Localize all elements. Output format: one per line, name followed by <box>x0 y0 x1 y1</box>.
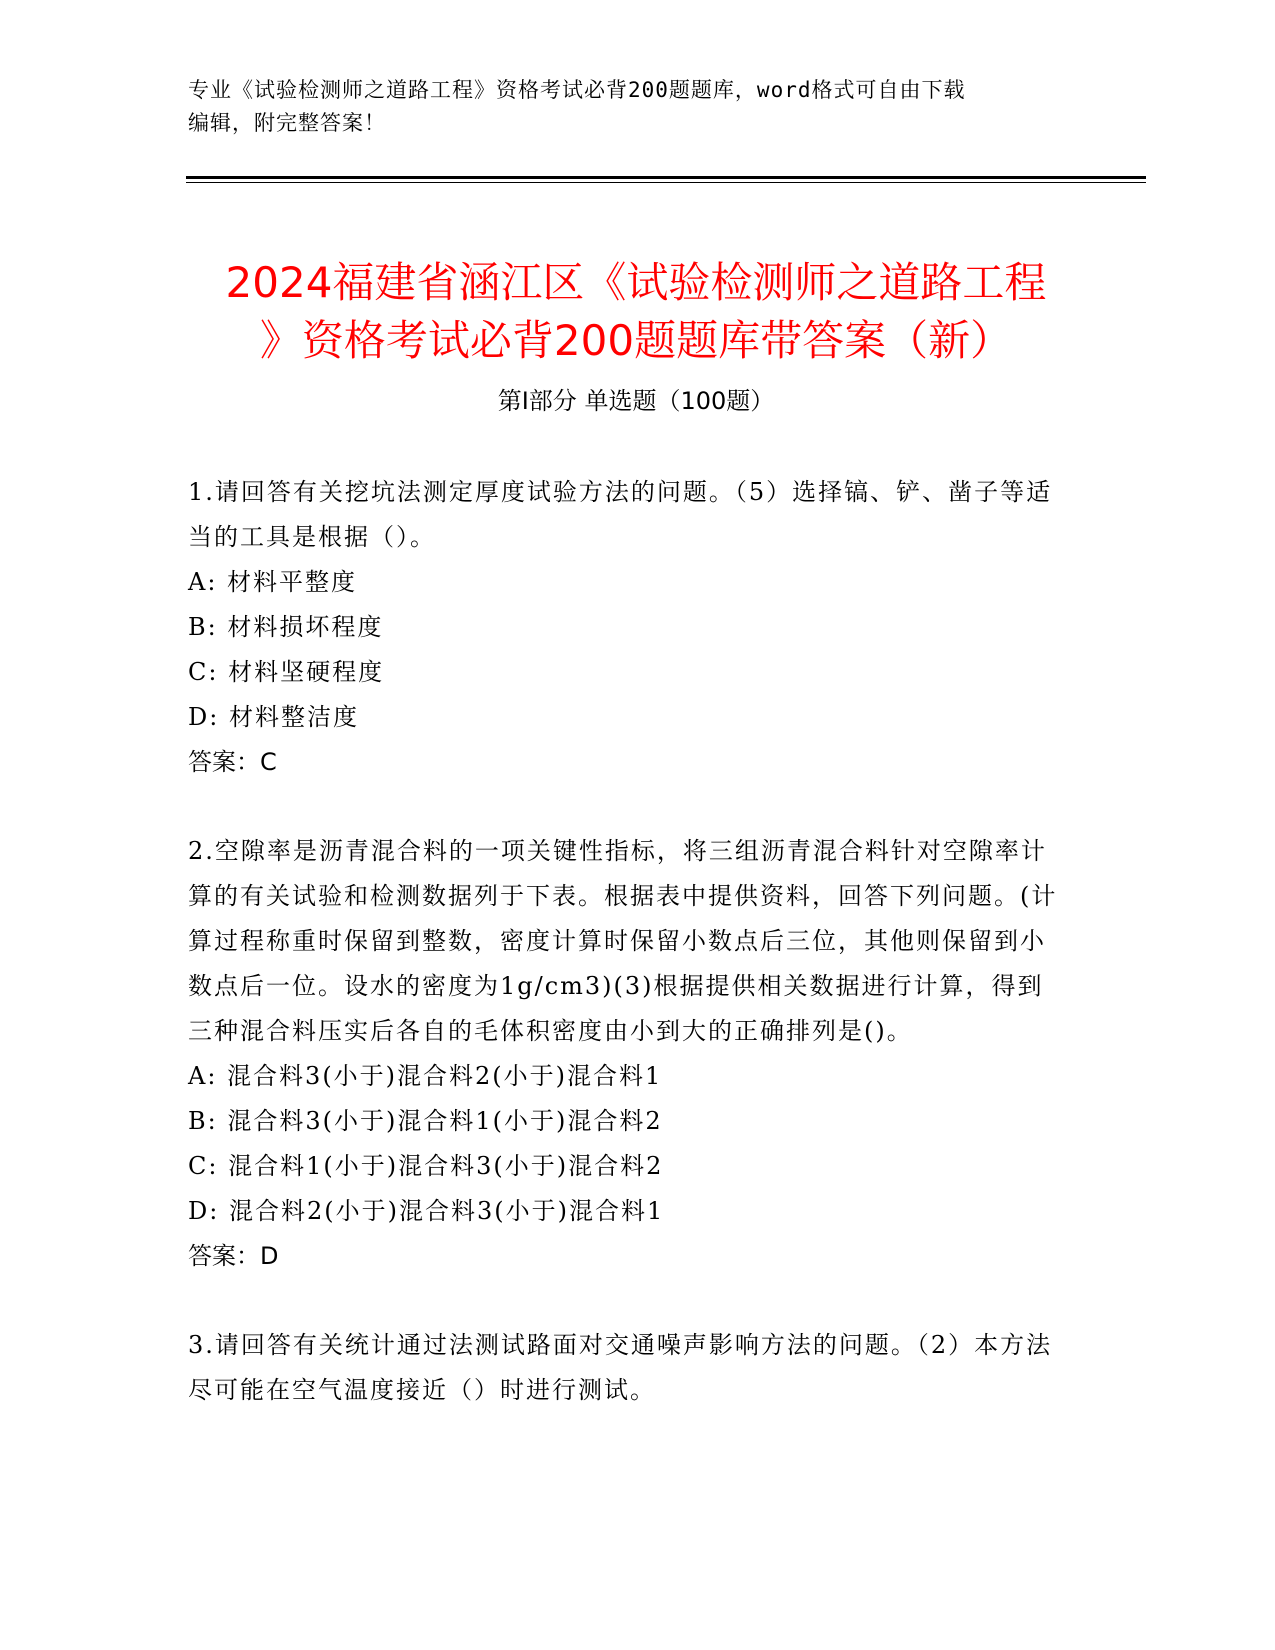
question-text: 3.请回答有关统计通过法测试路面对交通噪声影响方法的问题。（2）本方法尽可能在空气温度接近（）时进行测试。 <box>188 1331 1053 1404</box>
option-d: D: 混合料2(小于)混合料3(小于)混合料1 <box>188 1197 665 1225</box>
option-c: C: 材料坚硬程度 <box>188 658 385 686</box>
option-c: C: 混合料1(小于)混合料3(小于)混合料2 <box>188 1152 664 1180</box>
header-note-line1: 专业《试验检测师之道路工程》资格考试必背200题题库，word格式可自由下载 <box>188 78 966 102</box>
answer: 答案：C <box>188 748 277 776</box>
question-3 <box>188 1323 1068 1413</box>
document-title-line2: 》资格考试必背200题题库带答案（新） <box>259 316 1013 366</box>
document-title <box>186 254 1086 370</box>
answer: 答案：D <box>188 1242 279 1270</box>
option-d: D: 材料整洁度 <box>188 703 359 731</box>
document-title-line1: 2024福建省涵江区《试验检测师之道路工程 <box>225 258 1047 308</box>
question-text: 1.请回答有关挖坑法测定厚度试验方法的问题。（5）选择镐、铲、凿子等适当的工具是根据（）。 <box>188 478 1053 551</box>
question-1 <box>188 470 1068 785</box>
header-note-line2: 编辑，附完整答案！ <box>188 111 386 135</box>
option-a: A: 混合料3(小于)混合料2(小于)混合料1 <box>188 1062 663 1090</box>
question-text: 2.空隙率是沥青混合料的一项关键性指标，将三组沥青混合料针对空隙率计算的有关试验和检测数据列于下表。根据表中提供资料，回答下列问题。(计算过程称重时保留到整数，密度计算时保留小数点后三位，其他则保留到小数点后一位。设水的密度为1g/cm3)(3)根据提供相关数据进行计算，得到三种混合料压实后各自的毛体积密度由小到大的正确排列是()。 <box>188 837 1058 1045</box>
header-divider-thick <box>186 176 1146 179</box>
option-b: B: 材料损坏程度 <box>188 613 384 641</box>
section-heading: 第Ⅰ部分 单选题（100题） <box>497 387 775 415</box>
question-2 <box>188 829 1068 1279</box>
header-divider-thin <box>186 182 1146 183</box>
option-a: A: 材料平整度 <box>188 568 358 596</box>
option-b: B: 混合料3(小于)混合料1(小于)混合料2 <box>188 1107 663 1135</box>
header-note <box>188 74 1088 140</box>
question-list <box>188 470 1068 1457</box>
